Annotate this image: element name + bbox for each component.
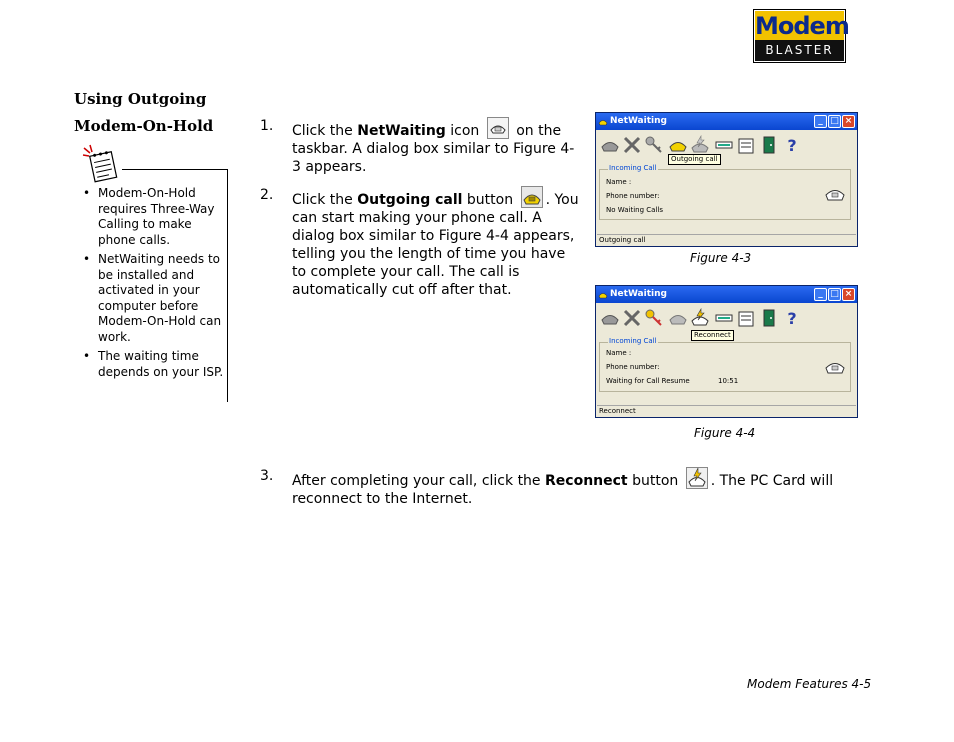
svg-text:?: ? bbox=[787, 309, 797, 328]
minimize-button[interactable]: _ bbox=[814, 288, 827, 301]
minimize-button[interactable]: _ bbox=[814, 115, 827, 128]
netwaiting-dialog-fig3 bbox=[595, 112, 858, 247]
window-title-bar bbox=[596, 286, 857, 303]
incoming-call-group bbox=[599, 337, 851, 392]
help-icon[interactable] bbox=[782, 308, 802, 328]
wait-time-value: 10:51 bbox=[718, 377, 739, 385]
logo-top-text: Modem bbox=[755, 12, 849, 40]
outgoing-call-icon[interactable] bbox=[668, 308, 688, 328]
field-label: Name : bbox=[606, 178, 632, 186]
tooltip: Reconnect bbox=[691, 330, 734, 341]
bold-term: Outgoing call bbox=[357, 192, 463, 208]
log-icon[interactable] bbox=[736, 135, 756, 155]
window-title-bar bbox=[596, 113, 857, 130]
field-label: Name : bbox=[606, 349, 632, 357]
status-bar: Reconnect bbox=[597, 405, 856, 416]
outgoing-call-icon[interactable] bbox=[668, 135, 688, 155]
bold-term: Reconnect bbox=[545, 473, 628, 489]
note-item: • The waiting time depends on your ISP. bbox=[80, 349, 225, 380]
note-item: • NetWaiting needs to be installed and activated in your computer before Modem-On-Hold can work. bbox=[80, 252, 225, 345]
tools-icon[interactable] bbox=[622, 135, 642, 155]
tools-icon[interactable] bbox=[622, 308, 642, 328]
netwaiting-dialog-fig4 bbox=[595, 285, 858, 418]
telephone-icon bbox=[824, 184, 846, 202]
note-top-rule bbox=[122, 169, 228, 170]
logo-bottom-text: BLASTER bbox=[755, 40, 844, 61]
page-footer: Modem Features 4-5 bbox=[747, 677, 872, 691]
step-text: Click the Outgoing call button . You can start making your phone call. A dialog box similar to Figure 4-4 appears, telling you the length of time you have to complete your call. The call is automatically cut off after that. bbox=[292, 186, 580, 299]
key-icon[interactable] bbox=[644, 308, 664, 328]
figure-caption: Figure 4-3 bbox=[690, 251, 752, 265]
exit-door-icon[interactable] bbox=[759, 135, 779, 155]
netwaiting-phone-icon bbox=[487, 117, 509, 139]
netwaiting-app-icon bbox=[598, 289, 608, 299]
close-button[interactable]: × bbox=[842, 115, 855, 128]
note-list bbox=[80, 186, 225, 384]
note-side-rule bbox=[227, 169, 228, 402]
step-text: Click the NetWaiting icon on the taskbar. A dialog box similar to Figure 4-3 appears. bbox=[292, 117, 580, 176]
bold-term: NetWaiting bbox=[357, 123, 446, 139]
note-pad-icon bbox=[82, 144, 122, 186]
field-label: Waiting for Call Resume bbox=[606, 377, 690, 385]
group-label: Incoming Call bbox=[609, 337, 657, 345]
status-bar: Outgoing call bbox=[597, 234, 856, 245]
window-title: NetWaiting bbox=[610, 116, 667, 126]
step-text: After completing your call, click the Reconnect button . The PC Card will reconnect to the Internet. bbox=[292, 467, 870, 508]
toolbar bbox=[596, 130, 857, 163]
help-icon[interactable] bbox=[782, 135, 802, 155]
maximize-button[interactable]: □ bbox=[828, 115, 841, 128]
field-label: Phone number: bbox=[606, 363, 660, 371]
reconnect-icon bbox=[686, 467, 708, 489]
modem-blaster-logo bbox=[753, 9, 849, 63]
group-label: Incoming Call bbox=[609, 164, 657, 172]
section-title: Using Outgoing Modem-On-Hold bbox=[74, 90, 214, 135]
reconnect-icon[interactable] bbox=[690, 135, 710, 155]
toolbar bbox=[596, 303, 857, 339]
netwaiting-app-icon bbox=[598, 116, 608, 126]
field-label: No Waiting Calls bbox=[606, 206, 663, 214]
connection-icon[interactable] bbox=[714, 135, 734, 155]
figure-caption: Figure 4-4 bbox=[694, 426, 756, 440]
key-icon[interactable] bbox=[644, 135, 664, 155]
outgoing-call-icon bbox=[521, 186, 543, 208]
reconnect-icon[interactable] bbox=[690, 308, 710, 328]
field-label: Phone number: bbox=[606, 192, 660, 200]
note-item: • Modem-On-Hold requires Three-Way Calling to make phone calls. bbox=[80, 186, 225, 248]
connection-icon[interactable] bbox=[714, 308, 734, 328]
step-number: 2. bbox=[260, 187, 274, 203]
pickup-call-icon[interactable] bbox=[600, 308, 620, 328]
telephone-icon bbox=[824, 357, 846, 375]
step-number: 3. bbox=[260, 468, 274, 484]
tooltip: Outgoing call bbox=[668, 154, 721, 165]
exit-door-icon[interactable] bbox=[759, 308, 779, 328]
step-number: 1. bbox=[260, 118, 274, 134]
log-icon[interactable] bbox=[736, 308, 756, 328]
svg-text:?: ? bbox=[787, 136, 797, 155]
window-title: NetWaiting bbox=[610, 289, 667, 299]
maximize-button[interactable]: □ bbox=[828, 288, 841, 301]
incoming-call-group bbox=[599, 164, 851, 220]
close-button[interactable]: × bbox=[842, 288, 855, 301]
pickup-call-icon[interactable] bbox=[600, 135, 620, 155]
